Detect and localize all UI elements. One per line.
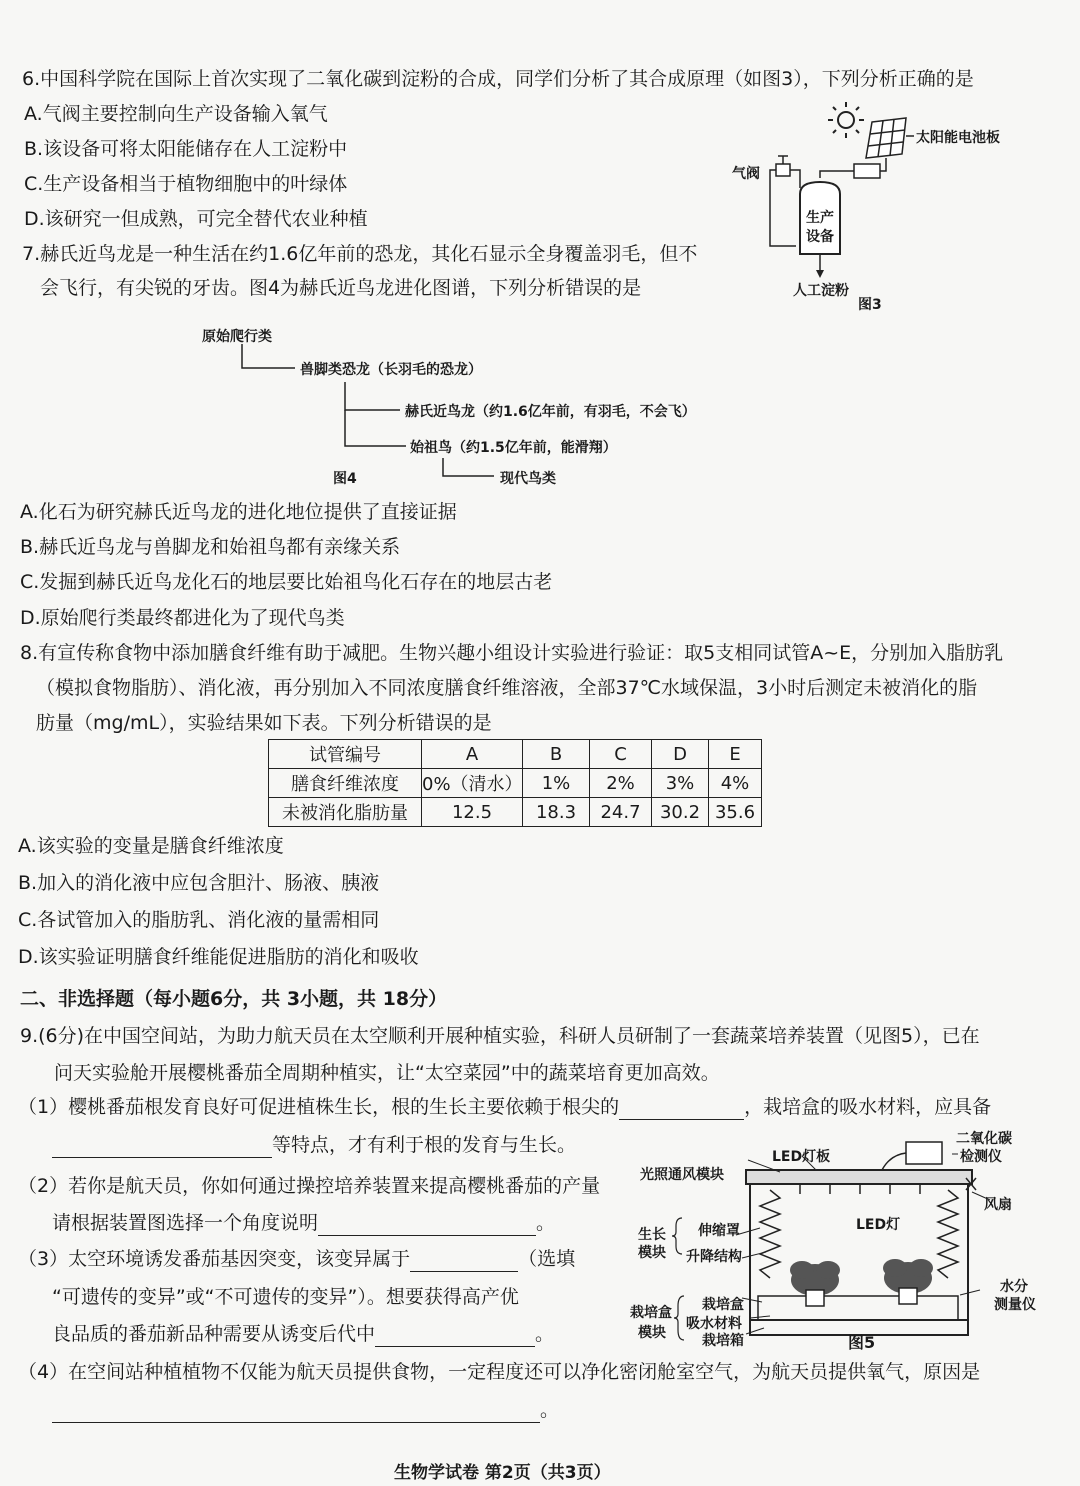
table-row <box>269 769 762 798</box>
table-cell: 膳食纤维浓度 <box>269 769 422 798</box>
q9-part-1-text-c: 等特点，才有利于根的发育与生长。 <box>272 1134 577 1156</box>
q9-part-4-line-1: （4）在空间站种植植物不仅能为航天员提供食物，一定程度还可以净化密闭舱室空气，为航天员提供氧气，原因是 <box>18 1361 981 1383</box>
table-cell: 4% <box>709 769 762 798</box>
plant-icon <box>790 1261 840 1306</box>
fig5-box-module-label-1: 栽培盒 <box>630 1305 672 1321</box>
q9-part-1-text-a: （1）樱桃番茄根发育良好可促进植株生长，根的生长主要依赖于根尖的 <box>18 1096 620 1118</box>
table-cell: 30.2 <box>652 798 709 827</box>
fig5-water-label-2: 测量仪 <box>994 1297 1036 1313</box>
q8-option-c: C.各试管加入的脂肪乳、消化液的量需相同 <box>18 909 380 931</box>
table-cell: 0%（清水） <box>422 769 523 798</box>
q9-part-4-line-2 <box>52 1397 559 1423</box>
answer-blank-oxygen-reason[interactable] <box>52 1402 540 1423</box>
fig5-growth-label-2: 模块 <box>638 1245 666 1261</box>
q9-part-3-line-2: “可遗传的变异”或“不可遗传的变异”）。想要获得高产优 <box>52 1286 519 1308</box>
q6-option-a: A.气阀主要控制向生产设备输入氧气 <box>24 103 328 125</box>
fig5-co2-label-2: 检测仪 <box>960 1149 1002 1165</box>
q8-stem-line-1: 8.有宣传称食物中添加膳食纤维有助于减肥。生物兴趣小组设计实验进行验证：取5支相同试管A~E，分别加入脂肪乳 <box>20 642 1004 664</box>
fig3-output-label: 人工淀粉 <box>793 283 849 299</box>
gas-valve-icon <box>776 156 790 176</box>
q7-option-a: A.化石为研究赫氏近鸟龙的进化地位提供了直接证据 <box>20 501 457 523</box>
fig5-led-panel-label: LED灯板 <box>772 1149 831 1165</box>
table-cell: 35.6 <box>709 798 762 827</box>
fig3-caption: 图3 <box>858 297 882 313</box>
plant-icon <box>883 1259 933 1304</box>
q8-option-d: D.该实验证明膳食纤维能促进脂肪的消化和吸收 <box>18 946 419 968</box>
q9-part-3-text-a: （3）太空环境诱发番茄基因突变，该变异属于 <box>18 1248 411 1270</box>
fig4-modern-birds: 现代鸟类 <box>500 471 556 487</box>
table-cell: 18.3 <box>523 798 590 827</box>
q9-part-3-line-1 <box>18 1246 575 1272</box>
table-cell: 24.7 <box>590 798 652 827</box>
table-row <box>269 740 762 769</box>
q6-option-c: C.生产设备相当于植物细胞中的叶绿体 <box>24 173 348 195</box>
fig4-caption: 图4 <box>333 471 357 487</box>
q9-period: 。 <box>536 1212 556 1234</box>
fig3-device-label-2: 设备 <box>806 229 834 245</box>
answer-blank-variation-type[interactable] <box>410 1251 518 1272</box>
table-cell: 2% <box>590 769 652 798</box>
q6-option-d: D.该研究一但成熟，可完全替代农业种植 <box>24 208 368 230</box>
q9-part-2-line-1: （2）若你是航天员，你如何通过操控培养装置来提高樱桃番茄的产量 <box>18 1175 601 1197</box>
q9-part-3-text-b: （选填 <box>518 1248 576 1270</box>
fig3-device-label-1: 生产 <box>806 210 834 226</box>
fig5-led-light-label: LED灯 <box>856 1217 901 1233</box>
table-cell: 未被消化脂肪量 <box>269 798 422 827</box>
fig4-archaeopteryx: 始祖鸟（约1.5亿年前，能滑翔） <box>410 440 617 456</box>
q7-option-d: D.原始爬行类最终都进化为了现代鸟类 <box>20 607 345 629</box>
fig5-light-vent-label: 光照通风模块 <box>640 1167 724 1183</box>
q7-option-c: C.发掘到赫氏近鸟龙化石的地层要比始祖鸟化石存在的地层古老 <box>20 571 553 593</box>
q9-stem-line-1: 9.(6分)在中国空间站，为助力航天员在太空顺利开展种植实验，科研人员研制了一套蔬菜培养装置（见图5），已在 <box>20 1025 980 1047</box>
co2-detector-icon <box>906 1142 942 1164</box>
q8-option-a: A.该实验的变量是膳食纤维浓度 <box>18 835 284 857</box>
fig5-fan-label: 风扇 <box>984 1197 1012 1213</box>
table-cell: E <box>709 740 762 769</box>
q9-part-3-line-3 <box>52 1321 554 1347</box>
fig5-box-label: 栽培盒 <box>702 1297 744 1313</box>
table-row <box>269 798 762 827</box>
table-cell: 试管编号 <box>269 740 422 769</box>
fig3-valve-label: 气阀 <box>732 166 760 182</box>
fig5-box-module-label-2: 模块 <box>638 1325 666 1341</box>
fig5-shroud-label: 伸缩罩 <box>698 1223 740 1239</box>
sun-icon <box>828 102 864 138</box>
table-cell: A <box>422 740 523 769</box>
table-cell: D <box>652 740 709 769</box>
fig5-absorb-label: 吸水材料 <box>686 1316 742 1332</box>
section-2-title: 二、非选择题（每小题6分，共 3小题，共 18分） <box>20 988 448 1010</box>
q8-data-table <box>268 739 762 827</box>
cultivation-chamber <box>750 1180 968 1335</box>
q7-stem-line-2: 会飞行，有尖锐的牙齿。图4为赫氏近鸟龙进化图谱，下列分析错误的是 <box>40 277 642 299</box>
q9-period: 。 <box>535 1323 555 1345</box>
q8-stem-line-2: （模拟食物脂肪）、消化液，再分别加入不同浓度膳食纤维溶液，全部37℃水域保温，3小时后测定未被消化的脂 <box>36 677 978 699</box>
q9-period: 。 <box>540 1399 560 1421</box>
table-cell: B <box>523 740 590 769</box>
q9-part-1-line-1 <box>18 1094 991 1120</box>
fig5-tray-label: 栽培箱 <box>702 1333 744 1349</box>
answer-blank-selection[interactable] <box>375 1326 535 1347</box>
q9-part-2-text-b: 请根据装置图选择一个角度说明 <box>52 1212 319 1234</box>
answer-blank-absorbent-material[interactable] <box>52 1137 272 1158</box>
table-cell: 3% <box>652 769 709 798</box>
fig5-co2-label-1: 二氧化碳 <box>956 1131 1012 1147</box>
answer-blank-root-tip[interactable] <box>619 1099 744 1120</box>
table-cell: 1% <box>523 769 590 798</box>
fig5-water-label-1: 水分 <box>1000 1279 1028 1295</box>
fig3-solar-panel-label: 太阳能电池板 <box>916 130 1000 146</box>
fig5-lift-label: 升降结构 <box>686 1249 742 1265</box>
q9-stem-line-2: 问天实验舱开展樱桃番茄全周期种植实，让“太空菜园”中的蔬菜培育更加高效。 <box>54 1062 720 1084</box>
battery-icon <box>854 164 880 178</box>
q9-part-1-line-2 <box>52 1132 576 1158</box>
arrow-down-icon <box>816 270 824 278</box>
fig5-caption: 图5 <box>848 1333 876 1352</box>
answer-blank-yield-method[interactable] <box>318 1215 536 1236</box>
fig4-root: 原始爬行类 <box>202 329 272 345</box>
q8-option-b: B.加入的消化液中应包含胆汁、肠液、胰液 <box>18 872 380 894</box>
q7-option-b: B.赫氏近鸟龙与兽脚龙和始祖鸟都有亲缘关系 <box>20 536 401 558</box>
q6-stem: 6.中国科学院在国际上首次实现了二氧化碳到淀粉的合成，同学们分析了其合成原理（如图3），下列分析正确的是 <box>22 68 974 90</box>
q9-part-2-line-2 <box>52 1210 555 1236</box>
fig4-anchiornis: 赫氏近鸟龙（约1.6亿年前，有羽毛，不会飞） <box>405 404 696 420</box>
q9-part-1-text-b: ，栽培盒的吸水材料，应具备 <box>744 1096 992 1118</box>
solar-panel-icon <box>866 118 906 158</box>
lift-spring-right <box>938 1190 958 1278</box>
fig4-theropod: 兽脚类恐龙（长羽毛的恐龙） <box>300 362 482 378</box>
cultivation-tray <box>758 1296 958 1320</box>
table-cell: C <box>590 740 652 769</box>
page-footer: 生物学试卷 第2页（共3页） <box>394 1463 611 1483</box>
q6-option-b: B.该设备可将太阳能储存在人工淀粉中 <box>24 138 348 160</box>
q7-stem-line-1: 7.赫氏近鸟龙是一种生活在约1.6亿年前的恐龙，其化石显示全身覆盖羽毛，但不 <box>22 243 698 265</box>
q9-part-3-text-d: 良品质的番茄新品种需要从诱变后代中 <box>52 1323 376 1345</box>
q8-stem-line-3: 肪量（mg/mL），实验结果如下表。下列分析错误的是 <box>36 712 492 734</box>
fig5-growth-label-1: 生长 <box>638 1227 666 1243</box>
lift-spring-left <box>760 1190 780 1278</box>
table-cell: 12.5 <box>422 798 523 827</box>
